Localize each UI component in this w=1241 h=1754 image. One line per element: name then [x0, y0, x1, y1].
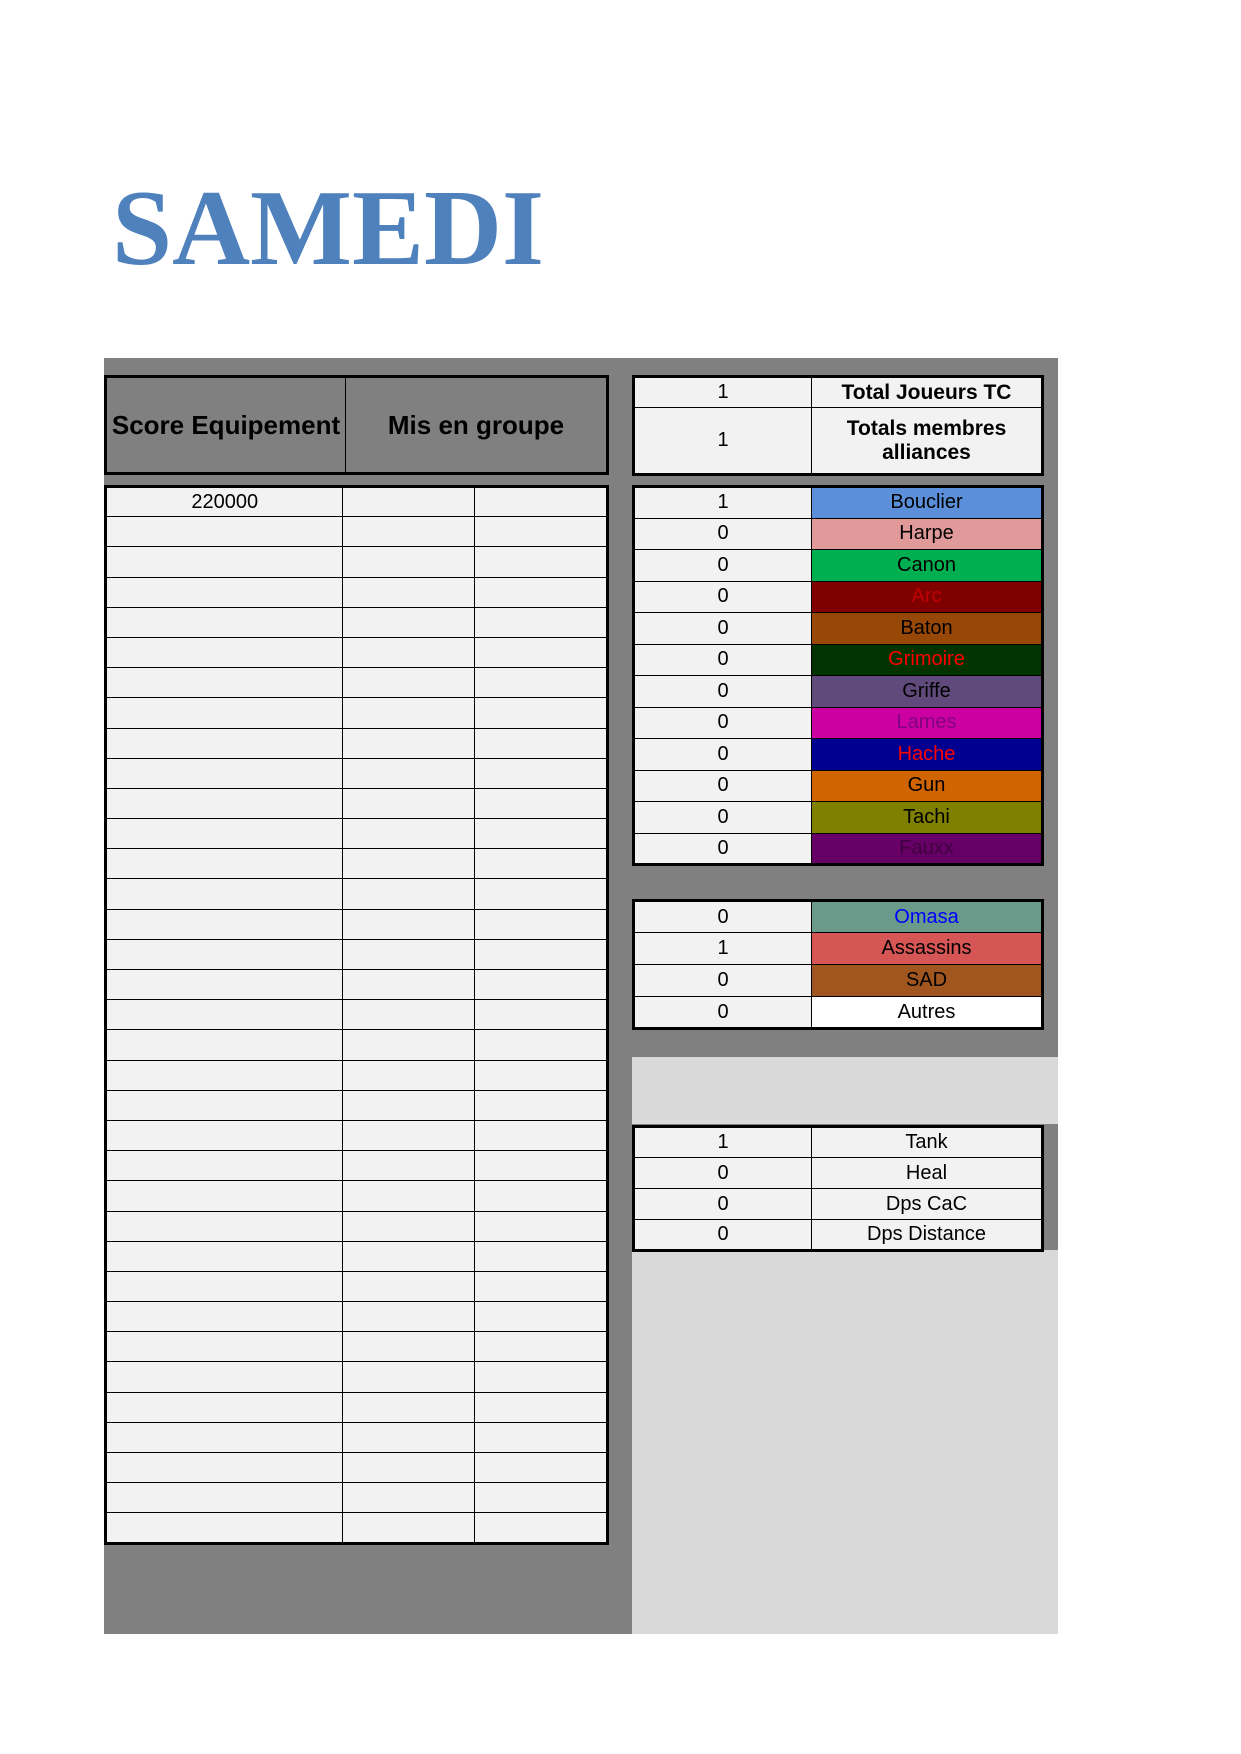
weapons-label: Harpe	[812, 518, 1043, 550]
roles-label: Dps CaC	[812, 1189, 1043, 1220]
table-row	[106, 819, 608, 849]
table-cell[interactable]	[475, 1060, 608, 1090]
roles-value[interactable]: 0	[634, 1189, 812, 1220]
alliances-label: Autres	[812, 997, 1043, 1029]
table-cell[interactable]	[106, 728, 343, 758]
table-cell[interactable]	[106, 1090, 343, 1120]
weapons-value[interactable]: 0	[634, 676, 812, 708]
weapons-label: Tachi	[812, 802, 1043, 834]
table-row	[634, 487, 1043, 519]
table-cell[interactable]	[106, 1302, 343, 1332]
table-row	[106, 1030, 608, 1060]
weapons-value[interactable]: 0	[634, 802, 812, 834]
table-row	[634, 802, 1043, 834]
table-cell[interactable]	[343, 909, 475, 939]
table-cell[interactable]	[106, 909, 343, 939]
table-cell[interactable]	[475, 1211, 608, 1241]
table-cell[interactable]	[343, 1060, 475, 1090]
weapons-table	[632, 485, 1044, 866]
table-row	[634, 1158, 1043, 1189]
table-cell[interactable]	[106, 1000, 343, 1030]
roles-table	[632, 1125, 1044, 1252]
table-cell[interactable]	[106, 517, 343, 547]
table-row	[106, 970, 608, 1000]
table-cell[interactable]	[106, 1181, 343, 1211]
table-cell[interactable]	[106, 1362, 343, 1392]
table-row	[106, 547, 608, 577]
table-row	[106, 1271, 608, 1301]
table-cell[interactable]	[475, 607, 608, 637]
table-row	[106, 1362, 608, 1392]
table-cell[interactable]	[475, 970, 608, 1000]
table-row	[634, 676, 1043, 708]
total-joueurs-value[interactable]: 1	[634, 377, 812, 408]
table-cell[interactable]	[475, 819, 608, 849]
main-table	[104, 485, 609, 1545]
table-cell[interactable]	[475, 1332, 608, 1362]
table-cell[interactable]	[106, 758, 343, 788]
table-cell[interactable]	[475, 1090, 608, 1120]
table-cell[interactable]	[475, 1181, 608, 1211]
table-cell[interactable]	[106, 849, 343, 879]
weapons-value[interactable]: 0	[634, 833, 812, 865]
table-cell[interactable]	[475, 1120, 608, 1150]
table-row	[106, 1151, 608, 1181]
table-cell[interactable]	[475, 879, 608, 909]
table-cell[interactable]	[343, 1000, 475, 1030]
table-cell[interactable]	[106, 1151, 343, 1181]
table-cell[interactable]	[475, 1392, 608, 1422]
table-cell[interactable]	[475, 487, 608, 517]
table-cell[interactable]	[475, 728, 608, 758]
table-cell[interactable]	[343, 1392, 475, 1422]
totals-table	[632, 375, 1044, 476]
table-row	[634, 739, 1043, 771]
table-cell[interactable]	[343, 758, 475, 788]
table-cell[interactable]	[106, 970, 343, 1000]
alliances-label: Omasa	[812, 901, 1043, 933]
table-row	[106, 607, 608, 637]
table-row	[106, 849, 608, 879]
table-cell[interactable]	[106, 788, 343, 818]
table-cell[interactable]	[106, 1030, 343, 1060]
table-cell[interactable]	[475, 1000, 608, 1030]
table-row	[634, 1189, 1043, 1220]
table-row	[106, 698, 608, 728]
alliances-label: SAD	[812, 965, 1043, 997]
table-row	[106, 1000, 608, 1030]
alliances-value[interactable]: 1	[634, 933, 812, 965]
roles-label: Heal	[812, 1158, 1043, 1189]
table-cell[interactable]	[343, 1453, 475, 1483]
table-cell[interactable]	[106, 1060, 343, 1090]
table-row	[106, 1120, 608, 1150]
table-cell[interactable]	[475, 668, 608, 698]
table-row	[106, 487, 608, 517]
table-row	[106, 909, 608, 939]
table-row	[106, 939, 608, 969]
table-row	[106, 1453, 608, 1483]
table-cell[interactable]	[343, 577, 475, 607]
table-cell[interactable]	[106, 1120, 343, 1150]
alliances-table	[632, 899, 1044, 1030]
table-cell[interactable]	[343, 1030, 475, 1060]
roles-label: Dps Distance	[812, 1220, 1043, 1251]
table-cell[interactable]	[343, 1362, 475, 1392]
table-cell[interactable]	[475, 1271, 608, 1301]
table-row	[634, 997, 1043, 1029]
weapons-value[interactable]: 0	[634, 518, 812, 550]
table-cell[interactable]	[343, 1211, 475, 1241]
table-cell[interactable]	[106, 939, 343, 969]
roles-value[interactable]: 0	[634, 1220, 812, 1251]
table-cell[interactable]	[475, 577, 608, 607]
table-cell[interactable]	[106, 547, 343, 577]
table-cell[interactable]	[343, 728, 475, 758]
table-row	[634, 1220, 1043, 1251]
table-cell[interactable]	[475, 1453, 608, 1483]
table-row	[634, 644, 1043, 676]
table-cell[interactable]	[343, 668, 475, 698]
table-row	[634, 1127, 1043, 1158]
table-row	[106, 1060, 608, 1090]
light-area-bottom	[632, 1250, 1058, 1634]
weapons-value[interactable]: 1	[634, 487, 812, 519]
table-row	[634, 770, 1043, 802]
table-row	[106, 577, 608, 607]
table-cell[interactable]	[343, 698, 475, 728]
table-row	[106, 879, 608, 909]
light-area-top	[632, 1057, 1058, 1124]
alliances-value[interactable]: 0	[634, 997, 812, 1029]
table-row	[106, 728, 608, 758]
table-row	[634, 518, 1043, 550]
table-row	[634, 408, 1043, 475]
table-cell[interactable]	[106, 637, 343, 667]
table-cell[interactable]	[475, 758, 608, 788]
weapons-label: Fauxx	[812, 833, 1043, 865]
table-cell[interactable]	[106, 668, 343, 698]
weapons-value[interactable]: 0	[634, 644, 812, 676]
table-cell[interactable]	[343, 607, 475, 637]
table-cell[interactable]	[106, 1332, 343, 1362]
table-cell[interactable]	[343, 1332, 475, 1362]
table-row	[634, 933, 1043, 965]
table-cell[interactable]	[106, 577, 343, 607]
table-cell[interactable]	[343, 819, 475, 849]
table-cell[interactable]	[343, 1271, 475, 1301]
table-cell[interactable]	[343, 487, 475, 517]
table-row	[106, 1422, 608, 1452]
alliances-label: Assassins	[812, 933, 1043, 965]
table-cell[interactable]	[475, 909, 608, 939]
table-row	[106, 788, 608, 818]
table-cell[interactable]	[475, 1362, 608, 1392]
table-cell[interactable]	[343, 1151, 475, 1181]
table-row	[106, 1090, 608, 1120]
weapons-label: Bouclier	[812, 487, 1043, 519]
table-cell[interactable]	[343, 1513, 475, 1543]
table-cell[interactable]	[343, 879, 475, 909]
table-cell[interactable]	[343, 1422, 475, 1452]
table-cell[interactable]	[475, 849, 608, 879]
table-cell[interactable]	[475, 547, 608, 577]
table-cell[interactable]	[343, 637, 475, 667]
table-cell[interactable]	[343, 1302, 475, 1332]
table-cell[interactable]	[475, 1513, 608, 1543]
totals-membres-value[interactable]: 1	[634, 408, 812, 475]
weapons-label: Hache	[812, 739, 1043, 771]
table-cell[interactable]	[343, 1090, 475, 1120]
weapons-label: Griffe	[812, 676, 1043, 708]
table-cell[interactable]	[475, 1483, 608, 1513]
table-row	[634, 707, 1043, 739]
table-row	[106, 1181, 608, 1211]
alliances-value[interactable]: 0	[634, 965, 812, 997]
table-cell[interactable]	[343, 849, 475, 879]
table-cell[interactable]	[106, 1513, 343, 1543]
table-cell[interactable]	[106, 1453, 343, 1483]
table-cell[interactable]	[343, 939, 475, 969]
table-cell[interactable]	[475, 517, 608, 547]
table-cell[interactable]	[475, 1151, 608, 1181]
table-cell[interactable]	[475, 939, 608, 969]
table-cell[interactable]	[106, 1241, 343, 1271]
table-cell[interactable]	[343, 1483, 475, 1513]
table-cell[interactable]	[106, 1422, 343, 1452]
weapons-value[interactable]: 0	[634, 770, 812, 802]
header-mis-en-groupe: Mis en groupe	[387, 409, 565, 440]
table-cell[interactable]	[106, 819, 343, 849]
table-cell[interactable]	[106, 607, 343, 637]
table-row	[634, 377, 1043, 408]
table-cell[interactable]	[475, 1241, 608, 1271]
header-score-equipement: Score Equipement	[107, 378, 346, 472]
table-row	[634, 581, 1043, 613]
table-cell[interactable]	[475, 1302, 608, 1332]
main-header	[104, 375, 609, 475]
table-row	[106, 1513, 608, 1543]
roles-label: Tank	[812, 1127, 1043, 1158]
table-row	[634, 833, 1043, 865]
weapons-label: Canon	[812, 550, 1043, 582]
table-row	[106, 668, 608, 698]
weapons-label: Gun	[812, 770, 1043, 802]
alliances-value[interactable]: 0	[634, 901, 812, 933]
table-row	[106, 1392, 608, 1422]
table-cell[interactable]	[475, 698, 608, 728]
table-row	[634, 965, 1043, 997]
table-cell[interactable]	[475, 1422, 608, 1452]
weapons-label: Grimoire	[812, 644, 1043, 676]
table-cell[interactable]	[475, 637, 608, 667]
weapons-label: Lames	[812, 707, 1043, 739]
table-cell[interactable]	[343, 517, 475, 547]
table-row	[106, 1302, 608, 1332]
weapons-value[interactable]: 0	[634, 739, 812, 771]
totals-membres-label: Totals membres alliances	[812, 408, 1043, 475]
table-cell[interactable]	[343, 1120, 475, 1150]
table-row	[106, 1332, 608, 1362]
table-cell[interactable]: 220000	[106, 487, 343, 517]
table-row	[106, 1483, 608, 1513]
table-cell[interactable]	[343, 1241, 475, 1271]
total-joueurs-label: Total Joueurs TC	[812, 377, 1043, 408]
page-title: SAMEDI	[112, 169, 545, 288]
table-row	[106, 1211, 608, 1241]
table-row	[634, 613, 1043, 645]
table-row	[634, 550, 1043, 582]
table-cell[interactable]	[475, 788, 608, 818]
weapons-value[interactable]: 0	[634, 581, 812, 613]
roles-value[interactable]: 1	[634, 1127, 812, 1158]
table-cell[interactable]	[106, 1271, 343, 1301]
weapons-value[interactable]: 0	[634, 613, 812, 645]
table-cell[interactable]	[343, 788, 475, 818]
table-row	[106, 517, 608, 547]
table-row	[106, 637, 608, 667]
table-cell[interactable]	[343, 970, 475, 1000]
table-row	[634, 901, 1043, 933]
weapons-label: Arc	[812, 581, 1043, 613]
weapons-label: Baton	[812, 613, 1043, 645]
table-cell[interactable]	[475, 1030, 608, 1060]
table-cell[interactable]	[106, 698, 343, 728]
table-cell[interactable]	[106, 1483, 343, 1513]
table-cell[interactable]	[106, 1392, 343, 1422]
table-cell[interactable]	[106, 879, 343, 909]
table-row	[106, 1241, 608, 1271]
table-cell[interactable]	[343, 547, 475, 577]
weapons-value[interactable]: 0	[634, 550, 812, 582]
weapons-value[interactable]: 0	[634, 707, 812, 739]
roles-value[interactable]: 0	[634, 1158, 812, 1189]
table-cell[interactable]	[106, 1211, 343, 1241]
table-cell[interactable]	[343, 1181, 475, 1211]
table-row	[106, 758, 608, 788]
